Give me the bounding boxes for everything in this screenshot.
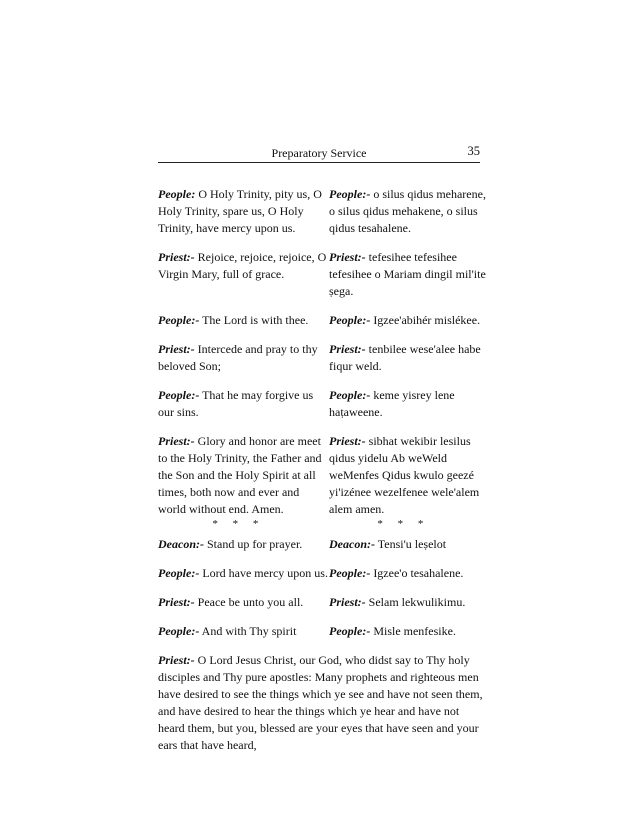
speaker-label: Priest:- bbox=[158, 250, 195, 264]
english-column bbox=[158, 312, 329, 329]
dialogue-row bbox=[158, 623, 488, 640]
line-text: Tensi'u leṣelot bbox=[374, 537, 447, 551]
transliteration-column bbox=[329, 623, 488, 640]
line-text: The Lord is with thee. bbox=[199, 313, 309, 327]
dialogue-row bbox=[158, 594, 488, 611]
dialogue-row bbox=[158, 249, 488, 300]
line-text: O Holy Trinity, pity us, O Holy Trinity, spare us, O Holy Trinity, have mercy upon us. bbox=[158, 187, 322, 235]
line-text: Igzee'abihér mislékee. bbox=[370, 313, 481, 327]
speaker-label: Priest:- bbox=[329, 595, 366, 609]
line-text: Igzee'o tesahalene. bbox=[370, 566, 464, 580]
speaker-label: Priest:- bbox=[158, 434, 195, 448]
line-text: Lord have mercy upon us. bbox=[199, 566, 328, 580]
speaker-label: People:- bbox=[329, 566, 371, 580]
line-text: And with Thy spirit bbox=[199, 624, 297, 638]
transliteration-column bbox=[329, 536, 488, 553]
dialogue-row bbox=[158, 433, 488, 518]
line-text: keme yisrey lene haṭaweene. bbox=[329, 388, 455, 419]
transliteration-column bbox=[329, 433, 488, 518]
english-column bbox=[158, 186, 329, 237]
line-text: Stand up for prayer. bbox=[203, 537, 303, 551]
speaker-label: People: bbox=[158, 187, 196, 201]
line-text: That he may forgive us our sins. bbox=[158, 388, 314, 419]
closing-prayer bbox=[158, 652, 488, 754]
english-column bbox=[158, 536, 329, 553]
line-text: sibhat wekibir lesilus qidus yidelu Ab weWeld weMenfes Qidus kwulo geezé yi'izénee wezelfenee wele'alem alem amen. bbox=[329, 434, 480, 516]
transliteration-column bbox=[329, 387, 488, 421]
english-column bbox=[158, 433, 329, 518]
dialogue-row bbox=[158, 536, 488, 553]
dialogue-row bbox=[158, 186, 488, 237]
line-text: Glory and honor are meet to the Holy Trinity, the Father and the Son and the Holy Spirit at all times, both now and ever and world without end. Amen. bbox=[158, 434, 322, 516]
page-header bbox=[158, 144, 480, 163]
speaker-label: Deacon:- bbox=[158, 537, 204, 551]
speaker-label: People:- bbox=[329, 313, 371, 327]
speaker-label: People:- bbox=[329, 388, 371, 402]
speaker-label: People:- bbox=[329, 187, 371, 201]
dialogue-row bbox=[158, 387, 488, 421]
speaker-label: Priest:- bbox=[158, 595, 195, 609]
speaker-label: Priest:- bbox=[329, 250, 366, 264]
page-number: 35 bbox=[467, 144, 480, 158]
separator-left: * * * bbox=[212, 518, 265, 530]
line-text: Peace be unto you all. bbox=[194, 595, 304, 609]
liturgy-text bbox=[158, 186, 488, 754]
line-text: o silus qidus meharene, o silus qidus mehakene, o silus qidus tesahalene. bbox=[329, 187, 486, 235]
speaker-label: People:- bbox=[158, 388, 200, 402]
line-text: Selam lekwulikimu. bbox=[365, 595, 466, 609]
dialogue-row bbox=[158, 341, 488, 375]
transliteration-column bbox=[329, 312, 488, 329]
speaker-label: Priest:- bbox=[329, 342, 366, 356]
speaker-label: People:- bbox=[158, 624, 200, 638]
transliteration-column bbox=[329, 341, 488, 375]
speaker-label: Priest:- bbox=[158, 342, 195, 356]
prayer-text: O Lord Jesus Christ, our God, who didst say to Thy holy disciples and Thy pure apostles: Many prophets and righteous men have desired to see the things which ye see and have not seen them, and have desired to hear the things which ye hear and have not heard them, but you, blessed are your eyes that have seen and your ears that have heard, bbox=[158, 653, 483, 752]
line-text: Intercede and pray to thy beloved Son; bbox=[158, 342, 318, 373]
line-text: tefesihee tefesihee tefesihee o Mariam dingil mil'ite ṣega. bbox=[329, 250, 486, 298]
dialogue-row bbox=[158, 312, 488, 329]
line-text: Misle menfesike. bbox=[370, 624, 456, 638]
transliteration-column bbox=[329, 594, 488, 611]
english-column bbox=[158, 594, 329, 611]
speaker-label: Priest:- bbox=[158, 653, 195, 667]
transliteration-column bbox=[329, 565, 488, 582]
english-column bbox=[158, 387, 329, 421]
separator-right: * * * bbox=[377, 518, 430, 530]
running-title: Preparatory Service bbox=[271, 146, 367, 160]
speaker-label: Priest:- bbox=[329, 434, 366, 448]
dialogue-row bbox=[158, 565, 488, 582]
speaker-label: People:- bbox=[329, 624, 371, 638]
line-text: tenbilee wese'alee habe fiqur weld. bbox=[329, 342, 481, 373]
english-column bbox=[158, 249, 329, 300]
speaker-label: Deacon:- bbox=[329, 537, 375, 551]
speaker-label: People:- bbox=[158, 313, 200, 327]
english-column bbox=[158, 565, 329, 582]
english-column bbox=[158, 623, 329, 640]
english-column bbox=[158, 341, 329, 375]
transliteration-column bbox=[329, 249, 488, 300]
transliteration-column bbox=[329, 186, 488, 237]
speaker-label: People:- bbox=[158, 566, 200, 580]
section-separator bbox=[158, 518, 488, 534]
line-text: Rejoice, rejoice, rejoice, O Virgin Mary, full of grace. bbox=[158, 250, 327, 281]
